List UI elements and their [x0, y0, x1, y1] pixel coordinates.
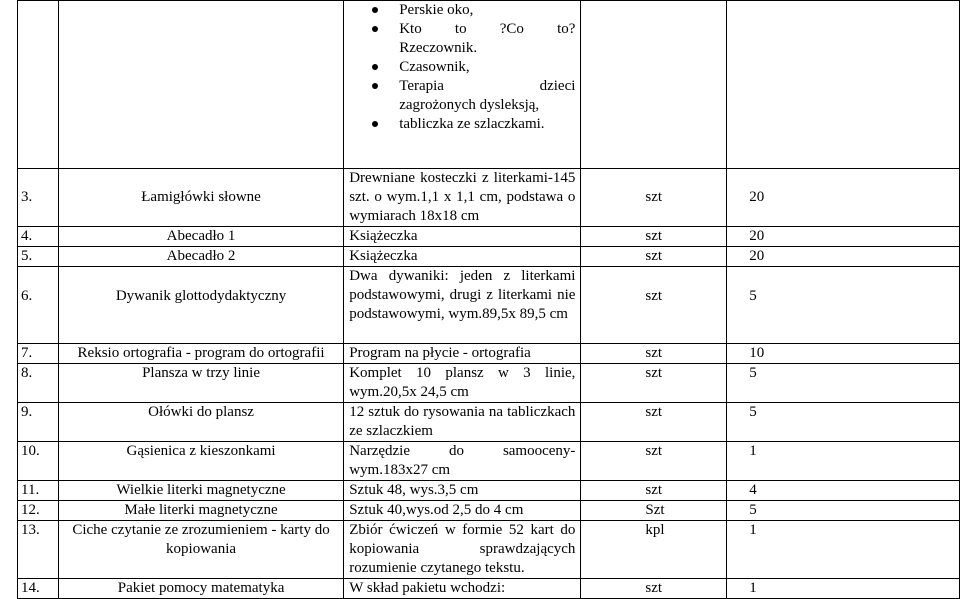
nr-cell: 4.	[18, 227, 59, 247]
desc-cell: Sztuk 40,wys.od 2,5 do 4 cm	[344, 501, 581, 521]
nr-cell: 3.	[18, 169, 59, 227]
unit-cell: szt	[581, 403, 727, 442]
unit-cell: Szt	[581, 501, 727, 521]
unit-cell: szt	[581, 169, 727, 227]
name-cell	[58, 1, 343, 169]
qty-cell: 1	[727, 442, 960, 481]
nr-cell: 5.	[18, 247, 59, 267]
table-row	[18, 364, 960, 403]
unit-cell	[581, 1, 727, 169]
name-cell: Ciche czytanie ze zrozumieniem - karty do kopiowania	[58, 521, 343, 579]
table-row	[18, 481, 960, 501]
nr-cell: 10.	[18, 442, 59, 481]
bullet-icon	[372, 7, 378, 13]
name-cell: Reksio ortografia - program do ortografii	[58, 344, 343, 364]
desc-cell: Książeczka	[344, 227, 581, 247]
qty-cell: 1	[727, 521, 960, 579]
list-item: Czasownik,	[349, 58, 575, 77]
qty-cell: 5	[727, 364, 960, 403]
bullet-icon	[372, 121, 378, 127]
desc-cell: Komplet 10 plansz w 3 linie, wym.20,5x 24,5 cm	[344, 364, 581, 403]
table-row	[18, 247, 960, 267]
name-cell: Małe literki magnetyczne	[58, 501, 343, 521]
qty-cell: 20	[727, 227, 960, 247]
table-row-continuation	[18, 1, 960, 169]
qty-cell: 10	[727, 344, 960, 364]
name-cell: Abecadło 1	[58, 227, 343, 247]
table-row	[18, 501, 960, 521]
nr-cell: 6.	[18, 267, 59, 344]
nr-cell: 14.	[18, 579, 59, 599]
unit-cell: szt	[581, 442, 727, 481]
table-row	[18, 442, 960, 481]
unit-cell: szt	[581, 364, 727, 403]
qty-cell: 4	[727, 481, 960, 501]
qty-cell: 1	[727, 579, 960, 599]
unit-cell: szt	[581, 267, 727, 344]
desc-cell	[344, 1, 581, 169]
nr-cell: 11.	[18, 481, 59, 501]
table-row	[18, 521, 960, 579]
bullet-icon	[372, 26, 378, 32]
name-cell: Łamigłówki słowne	[58, 169, 343, 227]
qty-cell	[727, 1, 960, 169]
bullet-list	[349, 1, 575, 134]
name-cell: Plansza w trzy linie	[58, 364, 343, 403]
name-cell: Ołówki do plansz	[58, 403, 343, 442]
list-item: Perskie oko,	[349, 1, 575, 20]
unit-cell: kpl	[581, 521, 727, 579]
nr-cell	[18, 1, 59, 169]
unit-cell: szt	[581, 344, 727, 364]
unit-cell: szt	[581, 579, 727, 599]
table-row	[18, 403, 960, 442]
qty-cell: 5	[727, 501, 960, 521]
nr-cell: 7.	[18, 344, 59, 364]
table-row	[18, 169, 960, 227]
nr-cell: 9.	[18, 403, 59, 442]
bullet-icon	[372, 64, 378, 70]
desc-cell: Sztuk 48, wys.3,5 cm	[344, 481, 581, 501]
list-item: tabliczka ze szlaczkami.	[349, 115, 575, 134]
list-item: Kto to ?Co to? Rzeczownik.	[349, 20, 575, 58]
desc-cell: Narzędzie do samooceny-wym.183x27 cm	[344, 442, 581, 481]
nr-cell: 12.	[18, 501, 59, 521]
qty-cell: 5	[727, 267, 960, 344]
nr-cell: 13.	[18, 521, 59, 579]
nr-cell: 8.	[18, 364, 59, 403]
qty-cell: 20	[727, 247, 960, 267]
desc-cell: Dwa dywaniki: jeden z literkami podstawowymi, drugi z literkami nie podstawowymi, wym.89,5x 89,5 cm	[344, 267, 581, 344]
bullet-icon	[372, 83, 378, 89]
unit-cell: szt	[581, 227, 727, 247]
desc-cell: Program na płycie - ortografia	[344, 344, 581, 364]
unit-cell: szt	[581, 481, 727, 501]
name-cell: Abecadło 2	[58, 247, 343, 267]
qty-cell: 20	[727, 169, 960, 227]
desc-cell: 12 sztuk do rysowania na tabliczkach ze szlaczkiem	[344, 403, 581, 442]
table-row	[18, 579, 960, 599]
desc-cell: Zbiór ćwiczeń w formie 52 kart do kopiowania sprawdzających rozumienie czytanego tekstu.	[344, 521, 581, 579]
qty-cell: 5	[727, 403, 960, 442]
desc-cell: Książeczka	[344, 247, 581, 267]
table-row	[18, 344, 960, 364]
table-row	[18, 227, 960, 247]
list-item: Terapia dzieci zagrożonych dysleksją,	[349, 77, 575, 115]
items-table	[17, 0, 960, 599]
unit-cell: szt	[581, 247, 727, 267]
desc-cell: Drewniane kosteczki z literkami-145 szt. o wym.1,1 x 1,1 cm, podstawa o wymiarach 18x18 cm	[344, 169, 581, 227]
desc-cell: W skład pakietu wchodzi:	[344, 579, 581, 599]
name-cell: Dywanik glottodydaktyczny	[58, 267, 343, 344]
name-cell: Wielkie literki magnetyczne	[58, 481, 343, 501]
name-cell: Pakiet pomocy matematyka	[58, 579, 343, 599]
table-row	[18, 267, 960, 344]
name-cell: Gąsienica z kieszonkami	[58, 442, 343, 481]
